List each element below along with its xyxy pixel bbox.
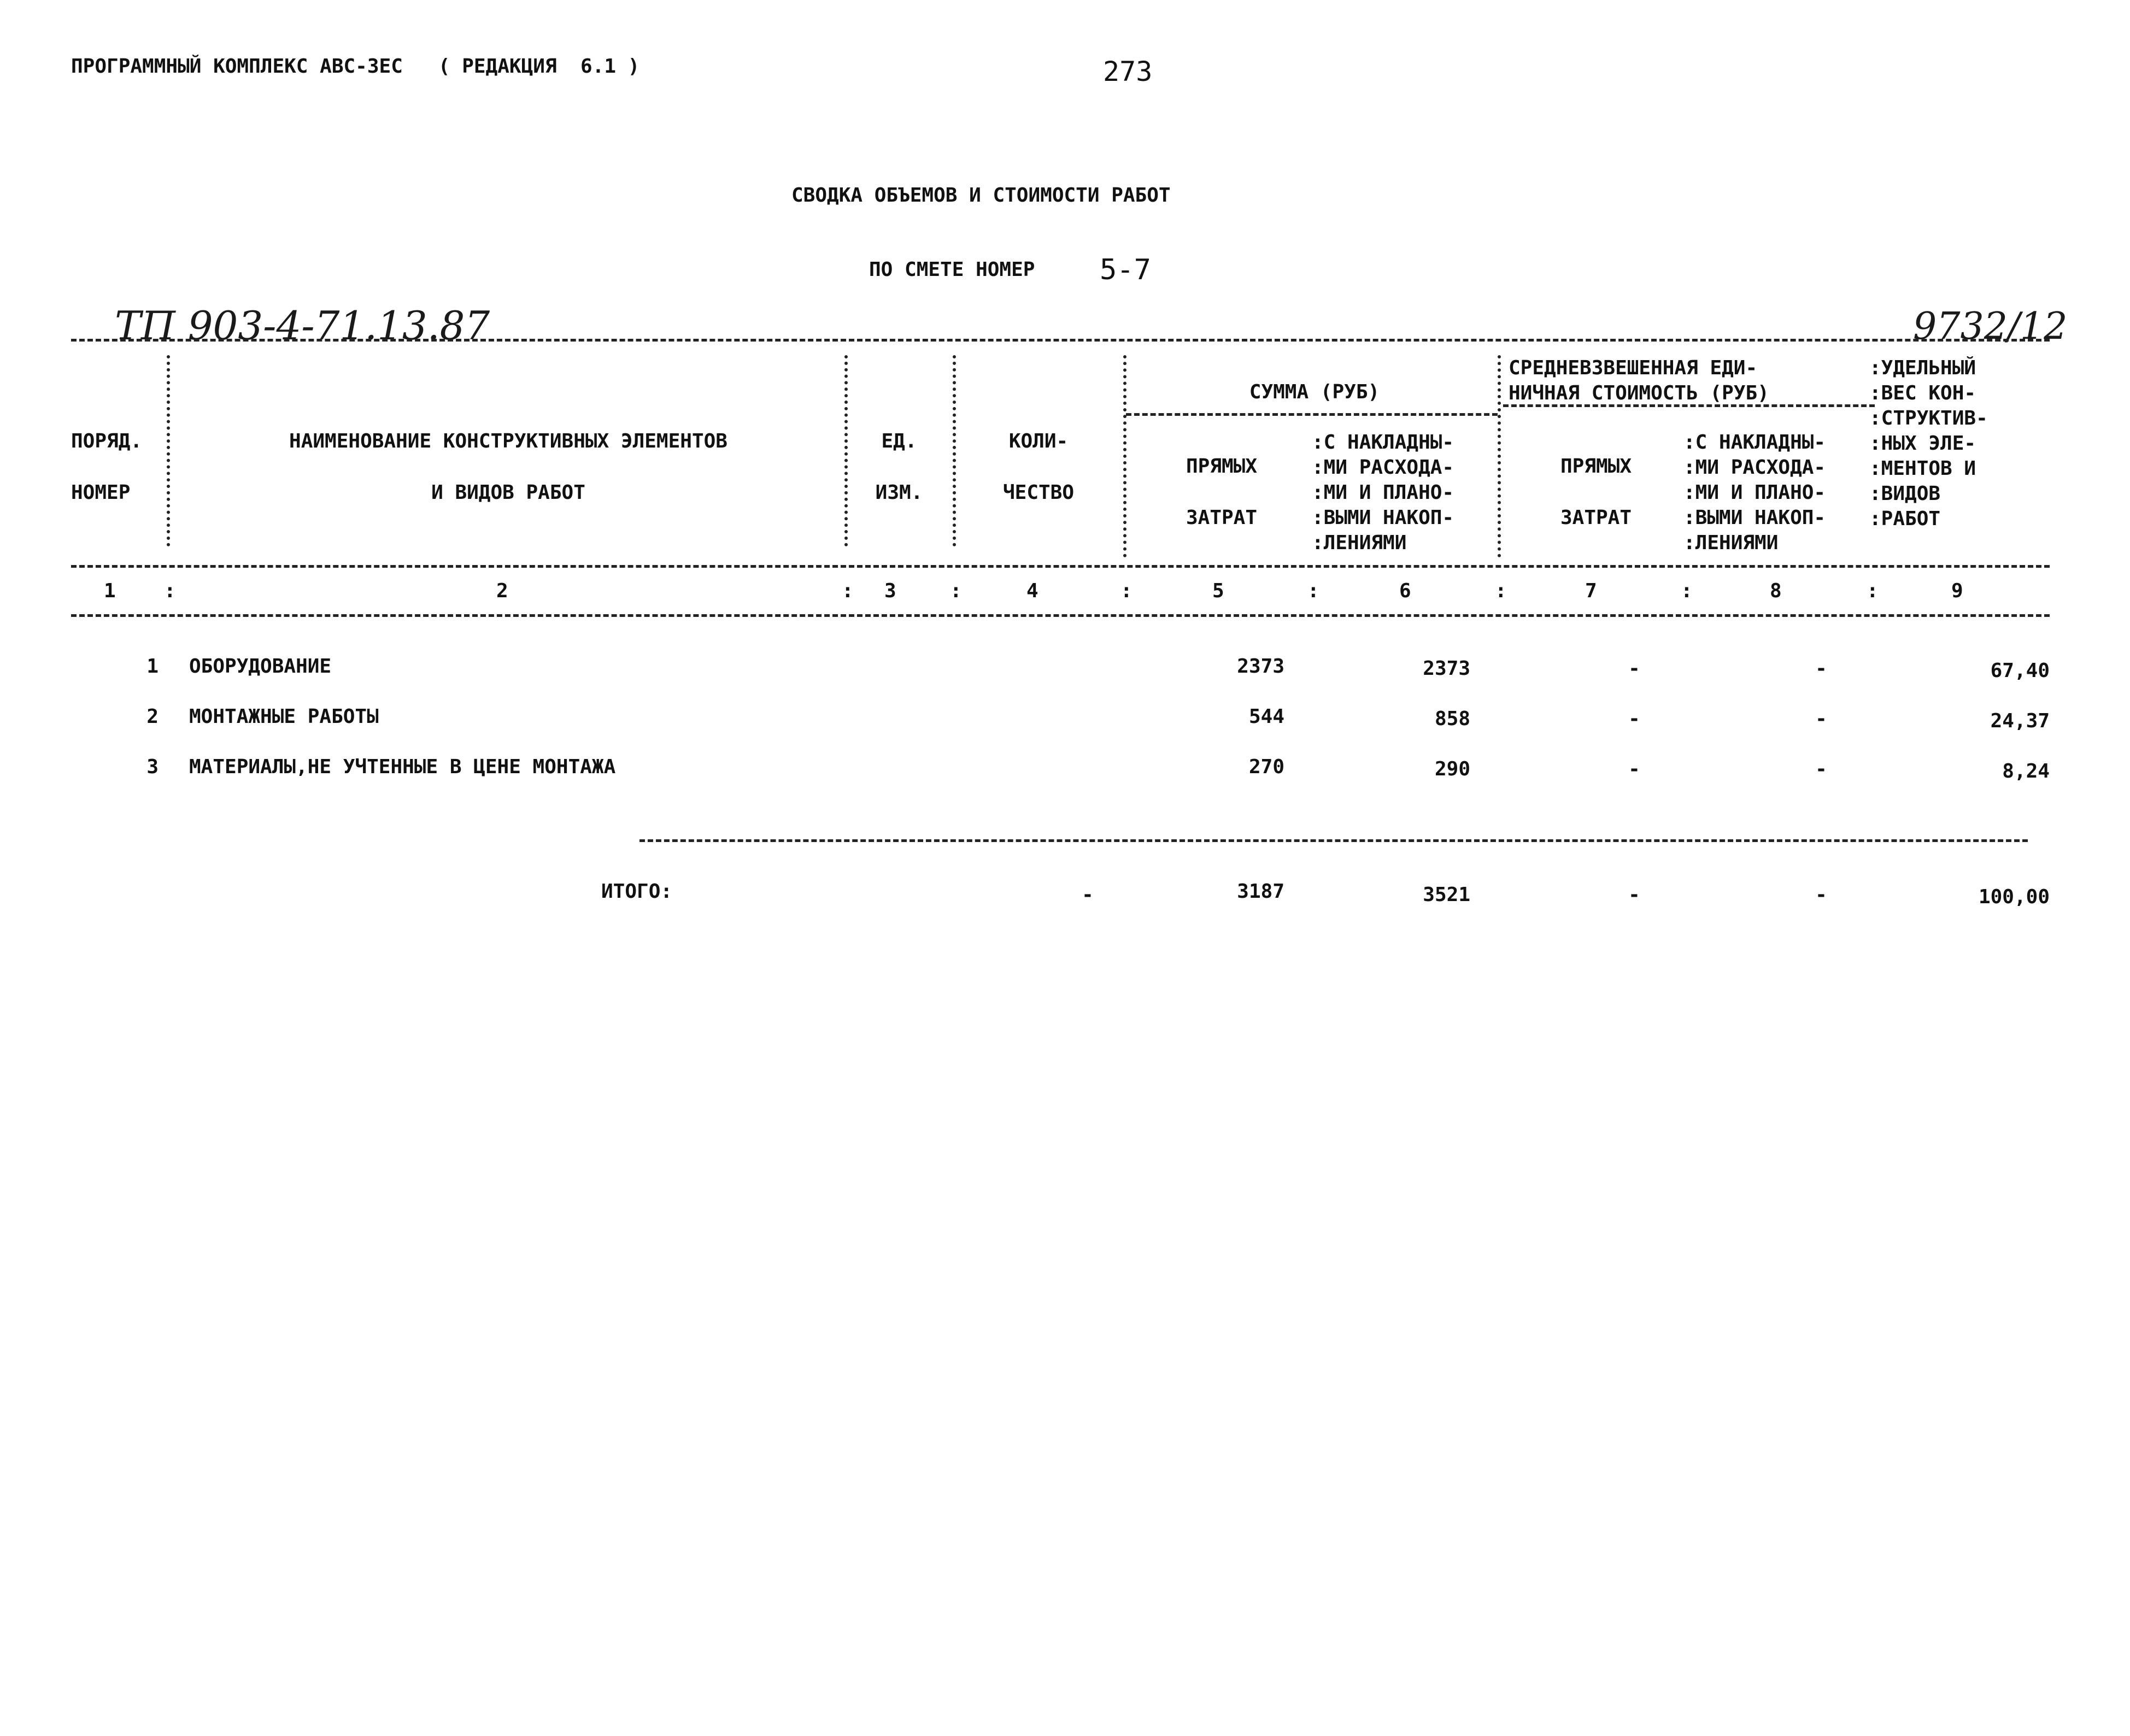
header-sum-direct-1: ПРЯМЫХ bbox=[1186, 455, 1258, 478]
row-overhead-cost: 858 bbox=[1434, 708, 1470, 730]
col-number: 6 bbox=[1399, 580, 1411, 602]
header-order-num-2: НОМЕР bbox=[71, 481, 131, 504]
handwritten-project-code: ТП 903-4-71.13.87 bbox=[115, 303, 490, 349]
table-top-rule bbox=[71, 339, 2050, 342]
col-number-sep: : bbox=[842, 580, 854, 602]
row-direct-cost: 544 bbox=[1248, 705, 1284, 728]
header-sum-overhead-3: :МИ И ПЛАНО- bbox=[1312, 481, 1454, 504]
row-number: 1 bbox=[146, 655, 159, 678]
row-name: МАТЕРИАЛЫ,НЕ УЧТЕННЫЕ В ЦЕНЕ МОНТАЖА bbox=[189, 756, 616, 778]
header-share-1: :УДЕЛЬНЫЙ bbox=[1869, 357, 1976, 379]
row-name: МОНТАЖНЫЕ РАБОТЫ bbox=[189, 705, 379, 728]
row-share: 67,40 bbox=[1990, 660, 2050, 682]
header-share-6: :ВИДОВ bbox=[1869, 482, 1941, 505]
header-share-5: :МЕНТОВ И bbox=[1869, 457, 1976, 480]
header-name-1: НАИМЕНОВАНИЕ КОНСТРУКТИВНЫХ ЭЛЕМЕНТОВ bbox=[289, 430, 727, 452]
col-number-sep: : bbox=[950, 580, 962, 602]
col-number-sep: : bbox=[1495, 580, 1507, 602]
header-share-2: :ВЕС КОН- bbox=[1869, 382, 1976, 404]
header-avg-overhead-5: :ЛЕНИЯМИ bbox=[1683, 532, 1779, 554]
header-avg-overhead-2: :МИ РАСХОДА- bbox=[1683, 456, 1826, 479]
col-number: 8 bbox=[1770, 580, 1782, 602]
header-order-num-1: ПОРЯД. bbox=[71, 430, 143, 452]
col-number: 9 bbox=[1951, 580, 1963, 602]
total-label: ИТОГО: bbox=[601, 880, 673, 903]
row-avg-overhead: - bbox=[1815, 708, 1827, 730]
col-separator bbox=[844, 355, 848, 546]
header-name-2: И ВИДОВ РАБОТ bbox=[431, 481, 585, 504]
row-direct-cost: 270 bbox=[1248, 756, 1284, 778]
header-sum-overhead-2: :МИ РАСХОДА- bbox=[1312, 456, 1454, 479]
header-qty-1: КОЛИ- bbox=[1008, 430, 1069, 452]
header-avg-group-2: НИЧНАЯ СТОИМОСТЬ (РУБ) bbox=[1509, 382, 1769, 404]
header-sum-direct-2: ЗАТРАТ bbox=[1186, 507, 1258, 529]
col-number: 1 bbox=[104, 580, 116, 602]
row-name: ОБОРУДОВАНИЕ bbox=[189, 655, 332, 678]
header-unit-2: ИЗМ. bbox=[875, 481, 923, 504]
col-number: 7 bbox=[1585, 580, 1597, 602]
program-header: ПРОГРАММНЫЙ КОМПЛЕКС АВС-3ЕС ( РЕДАКЦИЯ 6.1 ) bbox=[71, 55, 640, 78]
row-avg-overhead: - bbox=[1815, 758, 1827, 780]
row-avg-direct: - bbox=[1628, 758, 1640, 780]
header-share-3: :СТРУКТИВ- bbox=[1869, 407, 1988, 429]
col-number: 2 bbox=[496, 580, 508, 602]
col-number-sep: : bbox=[1681, 580, 1693, 602]
col-separator bbox=[1123, 355, 1126, 557]
avg-group-rule bbox=[1503, 404, 1875, 407]
header-avg-direct-1: ПРЯМЫХ bbox=[1560, 455, 1632, 478]
row-share: 24,37 bbox=[1990, 710, 2050, 732]
estimate-label: ПО СМЕТЕ НОМЕР bbox=[869, 258, 1035, 281]
col-number-sep: : bbox=[1307, 580, 1319, 602]
row-number: 3 bbox=[146, 756, 159, 778]
total-avg-direct: - bbox=[1628, 884, 1640, 906]
col-number-sep: : bbox=[164, 580, 176, 602]
header-share-4: :НЫХ ЭЛЕ- bbox=[1869, 432, 1976, 455]
total-qty: - bbox=[1082, 884, 1094, 906]
header-sum-overhead-5: :ЛЕНИЯМИ bbox=[1312, 532, 1407, 554]
header-avg-overhead-3: :МИ И ПЛАНО- bbox=[1683, 481, 1826, 504]
header-unit-1: ЕД. bbox=[881, 430, 917, 452]
total-overhead-cost: 3521 bbox=[1423, 884, 1470, 906]
header-bottom-rule bbox=[71, 565, 2050, 568]
header-sum-group: СУММА (РУБ) bbox=[1249, 381, 1380, 403]
header-share-7: :РАБОТ bbox=[1869, 508, 1941, 530]
header-avg-overhead-1: :С НАКЛАДНЫ- bbox=[1683, 431, 1826, 454]
row-number: 2 bbox=[146, 705, 159, 728]
col-number-sep: : bbox=[1867, 580, 1879, 602]
row-avg-direct: - bbox=[1628, 708, 1640, 730]
header-sum-overhead-4: :ВЫМИ НАКОП- bbox=[1312, 507, 1454, 529]
row-avg-direct: - bbox=[1628, 657, 1640, 680]
header-avg-direct-2: ЗАТРАТ bbox=[1560, 507, 1632, 529]
estimate-number: 5-7 bbox=[1100, 254, 1151, 286]
header-qty-2: ЧЕСТВО bbox=[1002, 481, 1075, 504]
row-avg-overhead: - bbox=[1815, 657, 1827, 680]
total-direct-cost: 3187 bbox=[1237, 880, 1284, 903]
row-overhead-cost: 2373 bbox=[1423, 657, 1470, 680]
col-number-sep: : bbox=[1120, 580, 1133, 602]
col-separator bbox=[953, 355, 956, 546]
col-number: 4 bbox=[1026, 580, 1038, 602]
row-direct-cost: 2373 bbox=[1237, 655, 1284, 678]
total-share: 100,00 bbox=[1978, 886, 2050, 908]
row-overhead-cost: 290 bbox=[1434, 758, 1470, 780]
document-title: СВОДКА ОБЪЕМОВ И СТОИМОСТИ РАБОТ bbox=[791, 184, 1171, 207]
row-share: 8,24 bbox=[2002, 760, 2050, 782]
page-number: 273 bbox=[1103, 56, 1153, 87]
total-rule bbox=[639, 839, 2028, 842]
total-avg-overhead: - bbox=[1815, 884, 1827, 906]
col-separator bbox=[1498, 355, 1501, 557]
sum-group-rule bbox=[1126, 413, 1498, 416]
handwritten-inventory-number: 9732/12 bbox=[1913, 305, 2068, 348]
header-avg-group-1: СРЕДНЕВЗВЕШЕННАЯ ЕДИ- bbox=[1509, 357, 1758, 379]
col-number: 5 bbox=[1212, 580, 1224, 602]
header-sum-overhead-1: :С НАКЛАДНЫ- bbox=[1312, 431, 1454, 454]
header-avg-overhead-4: :ВЫМИ НАКОП- bbox=[1683, 507, 1826, 529]
col-numbers-rule bbox=[71, 614, 2050, 617]
col-number: 3 bbox=[884, 580, 896, 602]
col-separator bbox=[167, 355, 170, 546]
